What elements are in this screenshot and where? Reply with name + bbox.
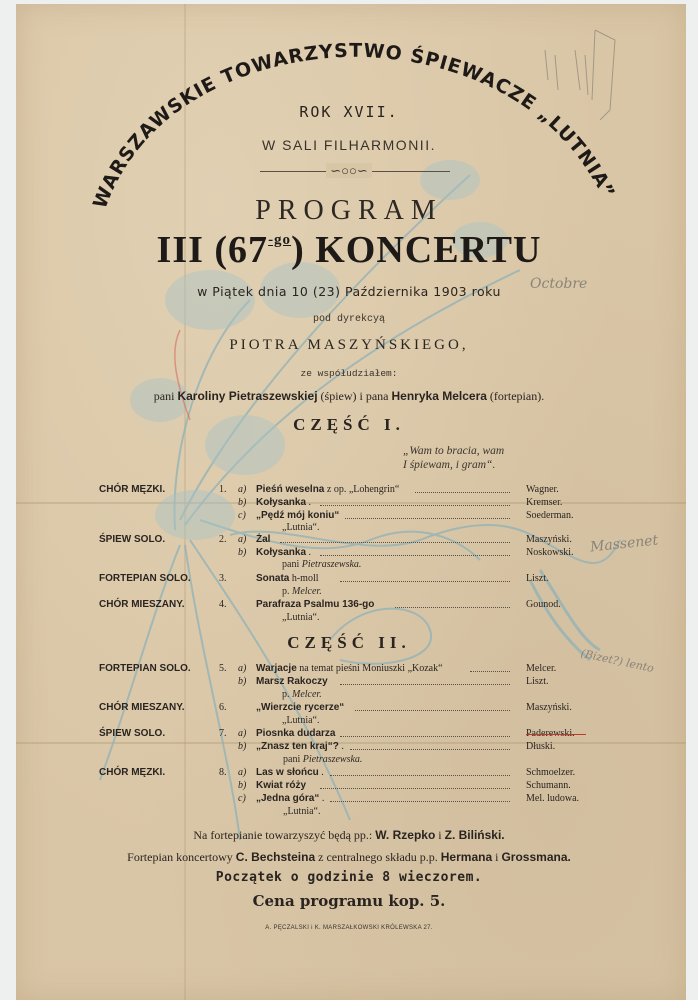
year-label: ROK XVII. (299, 103, 399, 121)
pencil-annotation: Massenet (589, 532, 659, 556)
program-row: CHÓR MĘZKI. 1. a) Pieśń weselna z op. „Lohengrin“ Wagner. (99, 484, 559, 495)
performer-note: „Lutnia“. (282, 612, 320, 623)
performer-note: „Lutnia“. (282, 715, 320, 726)
ornament-icon: ∽○○∽ (0, 163, 698, 179)
concert-title: III $(67^{-go})$ KONCERTU (156, 229, 542, 271)
program-row: FORTEPIAN SOLO. 5. a) Warjacje na temat pieśni Moniuszki „Kozak“ Melcer. (99, 663, 557, 674)
participation-label: ze współudziałem: (300, 368, 398, 379)
venue-label: W SALI FILHARMONII. (262, 137, 436, 153)
program-row: c) „Pędź mój koniu“ Soederman. (238, 510, 574, 521)
direction-label: pod dyrekcyą (312, 314, 385, 325)
program-price: Cena programu kop. 5. (252, 892, 446, 910)
program-row: CHÓR MIESZANY. 4. Parafraza Psalmu 136-go Gounod. (99, 599, 561, 610)
conductor-name: PIOTRA MASZYŃSKIEGO, (229, 337, 469, 353)
program-heading: PROGRAM (255, 195, 443, 226)
pencil-annotation: Octobre (530, 276, 588, 292)
performer-note: pani Pietraszewska. (282, 559, 362, 570)
performer-note: p. Melcer. (282, 689, 322, 700)
accompanists-line: Na fortepianie towarzyszyć będą pp.: W. Rzepko i Z. Biliński. (193, 828, 505, 842)
program-row: ŚPIEW SOLO. 7. a) Piosnka dudarza (0, 728, 698, 744)
program-row: CHÓR MIESZANY. 6. „Wierzcie rycerze“ Maszyński. (99, 702, 572, 713)
part-two-heading: CZĘŚĆ II. (287, 633, 411, 652)
program-row: b) Marsz Rakoczy Liszt. (238, 676, 549, 687)
program-row: CHÓR MĘZKI. 8. a) Las w słońcu . Schmoelzer. (99, 767, 576, 778)
performer-note: „Lutnia“. (282, 522, 320, 533)
society-name: WARSZAWSKIE TOWARZYSTWO ŚPIEWACZE „LUTNIA” (89, 39, 620, 212)
printer-imprint: A. PĘCZALSKI i K. MARSZAŁKOWSKI KRÓLEWSKA 27. (265, 925, 433, 931)
performer-note: p. Melcer. (282, 586, 322, 597)
red-underline (526, 734, 586, 735)
part-one-heading: CZĘŚĆ I. (293, 415, 405, 434)
program-row: b) Kołysanka . Kremser. (238, 497, 563, 508)
motto: „Wam to bracia, wam I śpiewam, i gram“. (403, 445, 505, 471)
piano-line: Fortepian koncertowy C. Bechsteina z centralnego składu p.p. Hermana i Grossmana. (127, 850, 571, 864)
start-time: Początek o godzinie 8 wieczorem. (215, 870, 483, 885)
soloists-line: pani Karoliny Pietraszewskiej (śpiew) i pana Henryka Melcera (fortepian). (153, 389, 545, 403)
performer-note: pani Pietraszewska. (283, 754, 363, 765)
pencil-sketch (540, 20, 620, 130)
program-row: b) Kwiat róży Schumann. (238, 780, 571, 791)
program-row: c) „Jedna góra“ . Mel. ludowa. (238, 793, 580, 804)
pencil-annotation: (Bizet?) lento (579, 646, 656, 676)
concert-date: w Piątek dnia 10 (23) Października 1903 roku (197, 284, 501, 299)
program-row: ŚPIEW SOLO. 2. a) Żal Maszyński. (99, 534, 572, 545)
program-row: FORTEPIAN SOLO. 3. Sonata h-moll Liszt. (99, 573, 549, 584)
program-row: b) „Znasz ten kraj“? . Dłuski. (238, 741, 556, 752)
program-row: b) Kołysanka . Noskowski. (238, 547, 574, 558)
performer-note: „Lutnia“. (283, 806, 321, 817)
